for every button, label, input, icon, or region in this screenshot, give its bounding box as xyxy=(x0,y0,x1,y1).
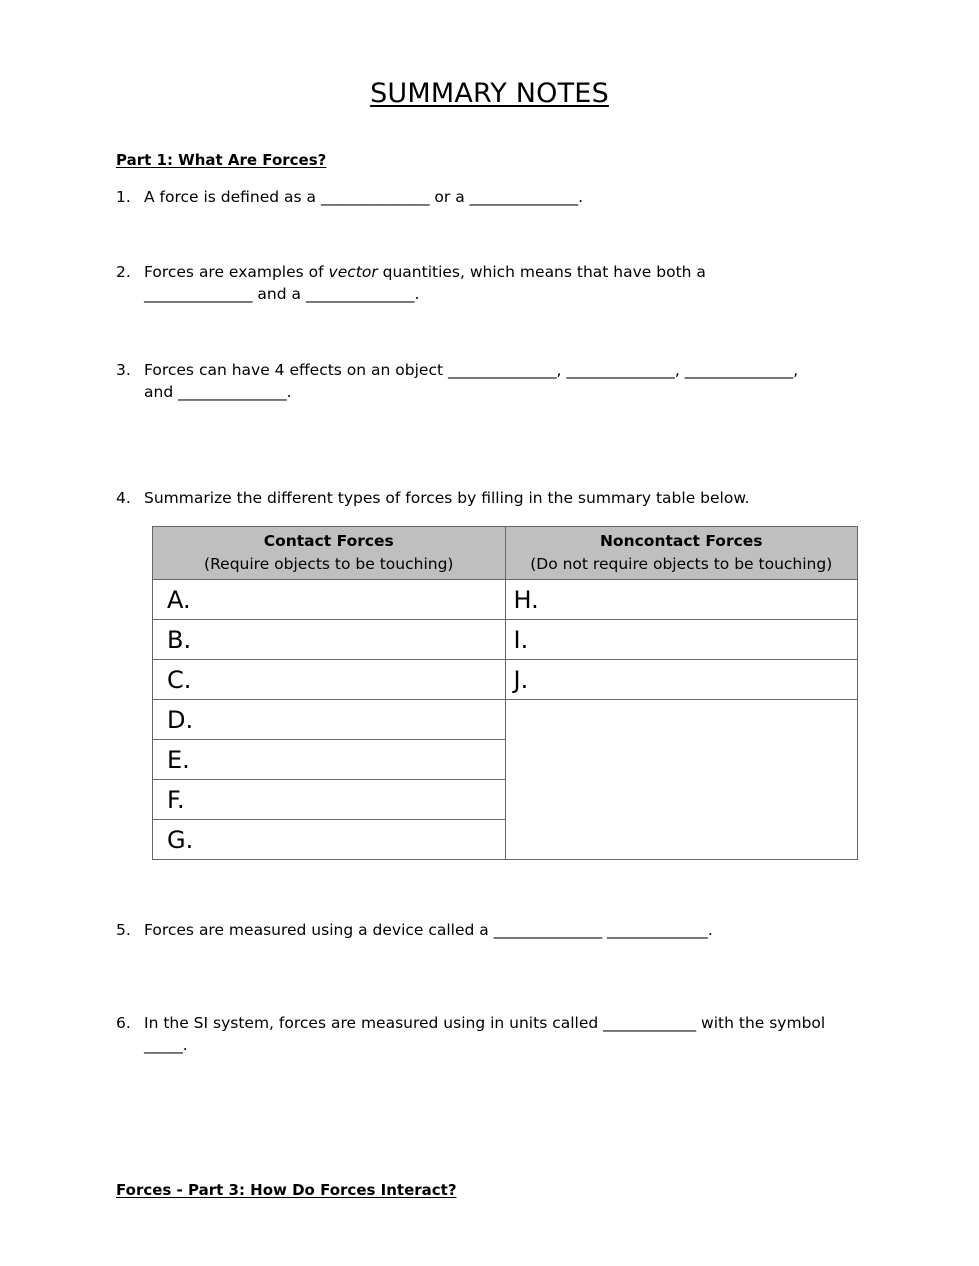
noncontact-cell-h[interactable]: H. xyxy=(505,580,858,620)
part3-heading: Forces - Part 3: How Do Forces Interact? xyxy=(116,1181,457,1199)
table-row xyxy=(153,660,858,700)
contact-cell-d[interactable]: D. xyxy=(153,700,506,740)
table-row xyxy=(153,580,858,620)
forces-summary-table xyxy=(152,526,858,860)
contact-cell-g[interactable]: G. xyxy=(153,820,506,860)
noncontact-cell-j[interactable]: J. xyxy=(505,660,858,700)
question-text: Forces can have 4 effects on an object ______________, ______________, ______________, xyxy=(144,361,799,379)
question-4 xyxy=(116,488,861,510)
vector-term: vector xyxy=(328,263,378,281)
question-5 xyxy=(116,920,861,942)
question-3 xyxy=(116,360,861,403)
table-row xyxy=(153,620,858,660)
noncontact-forces-header: Noncontact Forces (Do not require objects to be touching) xyxy=(505,527,858,580)
contact-cell-e[interactable]: E. xyxy=(153,740,506,780)
question-text-line2: and ______________. xyxy=(144,382,292,401)
question-text: A force is defined as a ______________ or a ______________. xyxy=(144,188,584,206)
noncontact-empty-cell xyxy=(505,700,858,860)
table-header-row xyxy=(153,527,858,580)
contact-cell-a[interactable]: A. xyxy=(153,580,506,620)
question-6 xyxy=(116,1013,861,1056)
contact-cell-c[interactable]: C. xyxy=(153,660,506,700)
noncontact-cell-i[interactable]: I. xyxy=(505,620,858,660)
question-2 xyxy=(116,262,861,305)
question-1 xyxy=(116,187,861,209)
question-number: 2. xyxy=(116,263,131,281)
question-text-line2: ______________ and a ______________. xyxy=(144,284,420,303)
contact-forces-header: Contact Forces (Require objects to be touching) xyxy=(153,527,506,580)
question-number: 6. xyxy=(116,1014,131,1032)
question-text: In the SI system, forces are measured using in units called ____________ with the symbol xyxy=(144,1014,826,1032)
contact-cell-f[interactable]: F. xyxy=(153,780,506,820)
table-row xyxy=(153,700,858,740)
question-text: Forces are examples of vector quantities, which means that have both a xyxy=(144,263,706,281)
contact-cell-b[interactable]: B. xyxy=(153,620,506,660)
question-text: Forces are measured using a device called a ______________ _____________. xyxy=(144,921,713,939)
question-number: 1. xyxy=(116,188,131,206)
question-number: 4. xyxy=(116,489,131,507)
question-text-line2: _____. xyxy=(144,1035,188,1054)
part1-heading: Part 1: What Are Forces? xyxy=(116,151,327,169)
question-number: 3. xyxy=(116,361,131,379)
question-text: Summarize the different types of forces by filling in the summary table below. xyxy=(144,489,750,507)
question-number: 5. xyxy=(116,921,131,939)
page-title: SUMMARY NOTES xyxy=(370,78,609,109)
